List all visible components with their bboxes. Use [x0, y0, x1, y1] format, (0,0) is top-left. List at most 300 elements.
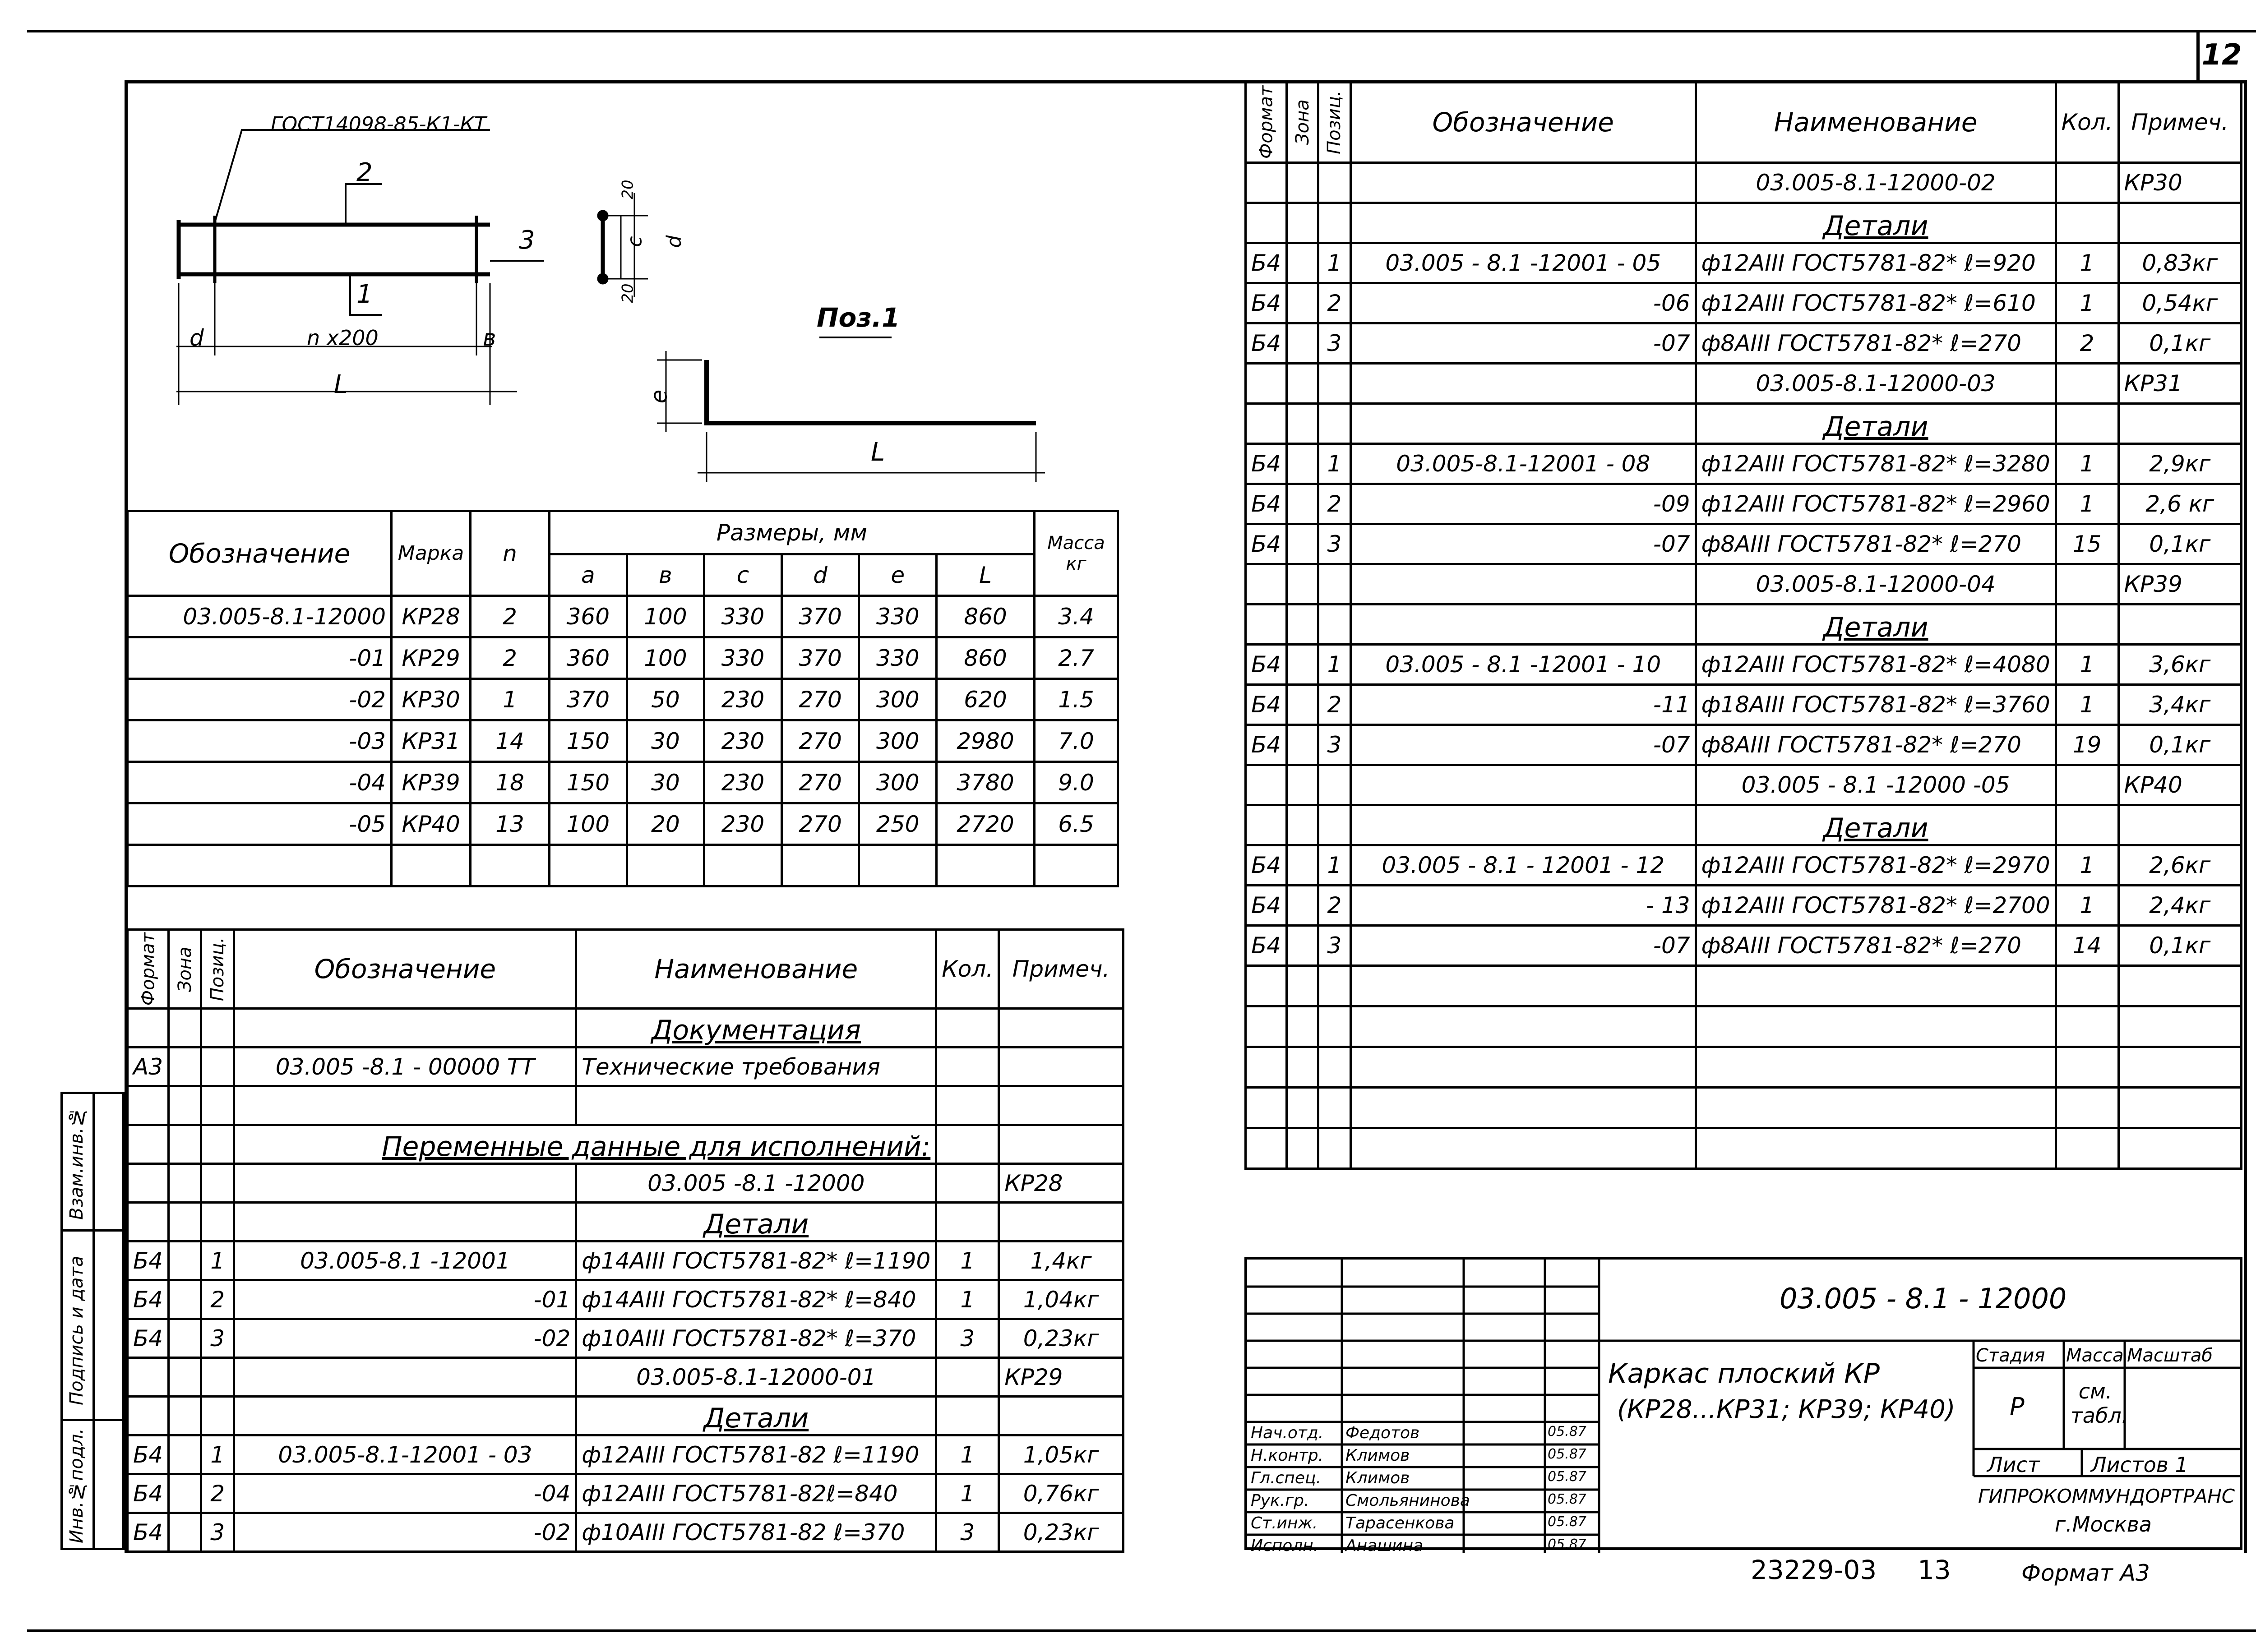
spec-qty	[2056, 364, 2118, 404]
size-cell-c: 330	[704, 596, 782, 637]
title-person-name: Климов	[1345, 1469, 1410, 1487]
stage-label: Стадия	[1976, 1345, 2045, 1366]
size-cell-c: 330	[704, 637, 782, 679]
spec-note: 0,1кг	[2118, 323, 2241, 364]
spec-qty: 1	[2056, 444, 2118, 484]
size-cell-b: 30	[627, 720, 704, 762]
spec-zone	[1287, 524, 1318, 564]
spec-designation: 03.005 - 8.1 -12001 - 05	[1350, 243, 1696, 283]
spec-pos	[201, 1358, 234, 1397]
spec-note: 0,83кг	[2118, 243, 2241, 283]
size-cell-c: 230	[704, 762, 782, 803]
spec-row	[128, 1203, 1123, 1241]
spec-zone	[169, 1358, 201, 1397]
title-person-role: Исполн.	[1251, 1537, 1319, 1555]
spec-variant-mark: КР30	[2118, 163, 2241, 203]
size-cell-mass: 2.7	[1035, 637, 1118, 679]
size-cell-L: 3780	[937, 762, 1035, 803]
spec-zone	[169, 1125, 201, 1164]
label-1: 1	[356, 280, 373, 309]
weld-note: ГОСТ14098-85-К1-КТ	[271, 113, 486, 136]
spec-variant-name: 03.005-8.1-12000-02	[1696, 163, 2056, 203]
spec-designation: -07	[1350, 524, 1696, 564]
spec-pos: 2	[1318, 685, 1350, 725]
spec-variant-mark: КР28	[999, 1164, 1123, 1203]
spec-format: Б4	[128, 1241, 169, 1280]
spec-row	[128, 1397, 1123, 1435]
size-header-sizes: Размеры, мм	[550, 511, 1035, 554]
spec-pos	[1318, 564, 1350, 605]
spec-format: Б4	[1246, 484, 1287, 524]
spec-note: 2,6кг	[2118, 845, 2241, 886]
spec-designation	[1350, 605, 1696, 645]
spec-zone	[1287, 323, 1318, 364]
spec-qty	[2056, 203, 2118, 243]
size-cell-L: 860	[937, 637, 1035, 679]
size-cell-e: 330	[859, 637, 937, 679]
size-cell-d: 270	[781, 679, 859, 720]
size-cell-e: 330	[859, 596, 937, 637]
spec-note: 1,05кг	[999, 1435, 1123, 1474]
header-designation: Обозначение	[234, 930, 576, 1009]
spec-format	[128, 1125, 169, 1164]
spec-section-title: Документация	[576, 1009, 936, 1047]
footer-format: Формат А3	[2021, 1560, 2150, 1586]
spec-zone	[1287, 765, 1318, 805]
spec-row	[1246, 645, 2242, 685]
size-cell-c: 230	[704, 803, 782, 845]
spec-designation	[234, 1203, 576, 1241]
spec-note	[999, 1009, 1123, 1047]
spec-format	[1246, 203, 1287, 243]
spec-row	[128, 1513, 1123, 1552]
spec-zone	[1287, 605, 1318, 645]
spec-format: Б4	[1246, 845, 1287, 886]
spec-row	[1246, 725, 2242, 765]
spec-row	[1246, 444, 2242, 484]
size-cell-e: 300	[859, 762, 937, 803]
size-cell-mass: 1.5	[1035, 679, 1118, 720]
spec-designation: -06	[1350, 283, 1696, 323]
size-cell-a: 100	[550, 803, 627, 845]
header-name: Наименование	[576, 930, 936, 1009]
spec-name: ф10АIII ГОСТ5781-82 ℓ=370	[576, 1513, 936, 1552]
header-format: Формат	[1246, 82, 1287, 163]
spec-designation: 03.005-8.1-12001 - 03	[234, 1435, 576, 1474]
size-cell-mark: КР40	[392, 803, 471, 845]
spec-name: ф12АIII ГОСТ5781-82* ℓ=2970	[1696, 845, 2056, 886]
size-cell-a: 360	[550, 637, 627, 679]
dim-20-top: 20	[619, 180, 637, 199]
size-subheader: в	[627, 554, 704, 596]
spec-pos: 1	[1318, 243, 1350, 283]
spec-designation: -07	[1350, 926, 1696, 966]
size-subheader: c	[704, 554, 782, 596]
spec-row	[1246, 685, 2242, 725]
title-person-name: Анашина	[1345, 1537, 1424, 1555]
spec-variant-name: 03.005 - 8.1 -12000 -05	[1696, 765, 2056, 805]
size-subheader: d	[781, 554, 859, 596]
size-cell-designation: -05	[128, 803, 392, 845]
spec-format	[1246, 765, 1287, 805]
spec-format	[1246, 805, 1287, 845]
spec-designation	[234, 1358, 576, 1397]
spec-zone	[1287, 564, 1318, 605]
spec-format: Б4	[1246, 323, 1287, 364]
header-name: Наименование	[1696, 82, 2056, 163]
spec-variant-mark: КР39	[2118, 564, 2241, 605]
title-person-name: Федотов	[1345, 1424, 1420, 1442]
spec-designation: 03.005-8.1-12001 - 08	[1350, 444, 1696, 484]
spec-note: 0,54кг	[2118, 283, 2241, 323]
dim-b: в	[483, 325, 496, 351]
size-cell-d: 370	[781, 637, 859, 679]
side-stamp-signature: Подпись и дата	[66, 1255, 87, 1405]
spec-note	[999, 1125, 1123, 1164]
footer-page: 13	[1918, 1555, 1951, 1585]
spec-pos	[1318, 364, 1350, 404]
side-stamp-replace: Взам.инв.№	[66, 1107, 87, 1220]
spec-zone	[1287, 243, 1318, 283]
spec-note	[2118, 203, 2241, 243]
spec-zone	[1287, 886, 1318, 926]
spec-qty: 1	[2056, 484, 2118, 524]
size-subheader: L	[937, 554, 1035, 596]
spec-designation	[234, 1164, 576, 1203]
spec-zone	[169, 1319, 201, 1358]
sheets-label: Листов 1	[2091, 1453, 2188, 1477]
spec-format	[128, 1164, 169, 1203]
spec-pos	[201, 1009, 234, 1047]
spec-format	[1246, 404, 1287, 444]
size-cell-b: 50	[627, 679, 704, 720]
spec-qty: 14	[2056, 926, 2118, 966]
spec-format: Б4	[1246, 926, 1287, 966]
size-cell-mass: 9.0	[1035, 762, 1118, 803]
dim-e: e	[646, 389, 672, 404]
spec-qty	[936, 1397, 999, 1435]
size-row	[128, 762, 1118, 803]
header-qty: Кол.	[936, 930, 999, 1009]
spec-variant-mark: КР29	[999, 1358, 1123, 1397]
spec-name: ф8АIII ГОСТ5781-82* ℓ=270	[1696, 323, 2056, 364]
dim-d: d	[190, 325, 204, 351]
spec-format: Б4	[128, 1435, 169, 1474]
size-cell-mark: КР28	[392, 596, 471, 637]
spec-row	[1246, 524, 2242, 564]
spec-name: ф12АIII ГОСТ5781-82* ℓ=2960	[1696, 484, 2056, 524]
spec-name: ф12АIII ГОСТ5781-82 ℓ=1190	[576, 1435, 936, 1474]
spec-row	[1246, 484, 2242, 524]
spec-format: Б4	[1246, 283, 1287, 323]
spec-pos: 2	[201, 1474, 234, 1513]
spec-qty: 3	[936, 1513, 999, 1552]
spec-pos: 3	[1318, 926, 1350, 966]
spec-row	[128, 1358, 1123, 1397]
spec-zone	[1287, 805, 1318, 845]
spec-qty	[2056, 605, 2118, 645]
size-cell-a: 150	[550, 762, 627, 803]
spec-note: 0,1кг	[2118, 524, 2241, 564]
size-row	[128, 803, 1118, 845]
spec-format: Б4	[128, 1513, 169, 1552]
title-person-name: Тарасенкова	[1345, 1514, 1455, 1532]
dim-c: c	[623, 236, 647, 247]
spec-format: Б4	[1246, 444, 1287, 484]
title-line-1: Каркас плоский КР	[1608, 1358, 1880, 1389]
title-block	[1244, 1257, 2242, 1555]
size-cell-b: 20	[627, 803, 704, 845]
spec-qty: 1	[2056, 845, 2118, 886]
spec-name: ф12АIII ГОСТ5781-82* ℓ=2700	[1696, 886, 2056, 926]
spec-designation	[1350, 203, 1696, 243]
dim-L-bar: L	[871, 438, 885, 467]
spec-format: Б4	[1246, 524, 1287, 564]
size-row	[128, 679, 1118, 720]
title-person-date: 05.87	[1548, 1469, 1586, 1485]
spec-pos	[1318, 203, 1350, 243]
dim-20-bottom: 20	[619, 283, 637, 303]
spec-row-blank	[1246, 1128, 2242, 1169]
spec-variant-mark: КР40	[2118, 765, 2241, 805]
spec-variant-name: 03.005-8.1-12000-03	[1696, 364, 2056, 404]
size-cell-b: 30	[627, 762, 704, 803]
header-qty: Кол.	[2056, 82, 2118, 163]
side-stamp-column	[60, 1092, 125, 1550]
size-cell-b: 100	[627, 637, 704, 679]
size-cell-designation: -02	[128, 679, 392, 720]
size-subheader: a	[550, 554, 627, 596]
spec-variant-name: 03.005 -8.1 -12000	[576, 1164, 936, 1203]
size-cell-mark: КР31	[392, 720, 471, 762]
spec-pos: 3	[1318, 323, 1350, 364]
spec-zone	[1287, 484, 1318, 524]
spec-zone	[1287, 163, 1318, 203]
spec-qty	[936, 1047, 999, 1086]
spec-designation	[234, 1009, 576, 1047]
spec-zone	[169, 1164, 201, 1203]
spec-format	[1246, 605, 1287, 645]
spec-name: ф12АIII ГОСТ5781-82* ℓ=610	[1696, 283, 2056, 323]
spec-qty	[936, 1125, 999, 1164]
spec-name: ф14АIII ГОСТ5781-82* ℓ=840	[576, 1280, 936, 1319]
spec-variant-name: 03.005-8.1-12000-04	[1696, 564, 2056, 605]
spec-pos	[201, 1164, 234, 1203]
title-person-date: 05.87	[1548, 1424, 1586, 1440]
spec-qty: 3	[936, 1319, 999, 1358]
header-pos: Позиц.	[201, 930, 234, 1009]
spec-zone	[1287, 404, 1318, 444]
title-person-role: Гл.спец.	[1251, 1469, 1321, 1487]
size-subheader: e	[859, 554, 937, 596]
spec-note: 1,04кг	[999, 1280, 1123, 1319]
spec-designation	[1350, 404, 1696, 444]
size-header-mass: Масса кг	[1035, 511, 1118, 596]
spec-wide-title: Переменные данные для исполнений:	[234, 1125, 936, 1164]
spec-format	[128, 1009, 169, 1047]
spec-qty	[2056, 805, 2118, 845]
spec-note	[2118, 805, 2241, 845]
spec-note: 3,4кг	[2118, 685, 2241, 725]
spec-format: Б4	[1246, 645, 1287, 685]
spec-note: 3,6кг	[2118, 645, 2241, 685]
spec-designation: 03.005 - 8.1 -12001 - 10	[1350, 645, 1696, 685]
spec-qty	[936, 1009, 999, 1047]
size-cell-n: 18	[471, 762, 550, 803]
spec-row	[1246, 404, 2242, 444]
spec-name: ф12АIII ГОСТ5781-82* ℓ=3280	[1696, 444, 2056, 484]
size-cell-mark: КР30	[392, 679, 471, 720]
spec-pos	[1318, 805, 1350, 845]
size-row	[128, 637, 1118, 679]
title-person-role: Ст.инж.	[1251, 1514, 1318, 1532]
spec-designation	[1350, 805, 1696, 845]
spec-zone	[1287, 845, 1318, 886]
size-cell-c: 230	[704, 679, 782, 720]
mass-label: Масса	[2066, 1345, 2124, 1366]
spec-zone	[169, 1047, 201, 1086]
spec-section-title: Детали	[1696, 203, 2056, 243]
size-cell-designation: 03.005-8.1-12000	[128, 596, 392, 637]
spec-note	[2118, 404, 2241, 444]
spec-row	[128, 1241, 1123, 1280]
org-name: ГИПРОКОММУНДОРТРАНС	[1978, 1485, 2235, 1507]
spec-row	[1246, 845, 2242, 886]
spec-pos: 1	[201, 1435, 234, 1474]
dim-nx200: n x200	[307, 326, 379, 350]
spec-row	[128, 1474, 1123, 1513]
spec-note: 1,4кг	[999, 1241, 1123, 1280]
spec-row-blank	[1246, 1088, 2242, 1128]
header-designation: Обозначение	[1350, 82, 1696, 163]
spec-note	[999, 1047, 1123, 1086]
spec-qty: 1	[2056, 645, 2118, 685]
spec-name: ф8АIII ГОСТ5781-82* ℓ=270	[1696, 926, 2056, 966]
spec-zone	[169, 1513, 201, 1552]
spec-pos: 3	[201, 1513, 234, 1552]
spec-note: 2,4кг	[2118, 886, 2241, 926]
spec-pos: 2	[201, 1280, 234, 1319]
spec-zone	[1287, 645, 1318, 685]
spec-row	[1246, 765, 2242, 805]
side-stamp-inventory: Инв.№подл.	[66, 1428, 87, 1544]
spec-zone	[169, 1397, 201, 1435]
spec-format: Б4	[1246, 243, 1287, 283]
size-header-mark: Марка	[392, 511, 471, 596]
spec-row	[128, 1435, 1123, 1474]
spec-qty	[936, 1358, 999, 1397]
spec-format: Б4	[128, 1319, 169, 1358]
spec-row	[1246, 886, 2242, 926]
spec-qty	[2056, 564, 2118, 605]
spec-row	[1246, 364, 2242, 404]
spec-section-title: Детали	[576, 1397, 936, 1435]
spec-row	[128, 1125, 1123, 1164]
spec-designation: - 13	[1350, 886, 1696, 926]
spec-row	[1246, 323, 2242, 364]
spec-section-title: Детали	[1696, 805, 2056, 845]
size-cell-a: 150	[550, 720, 627, 762]
size-cell-L: 620	[937, 679, 1035, 720]
spec-qty: 1	[2056, 243, 2118, 283]
spec-note	[999, 1086, 1123, 1125]
spec-designation	[234, 1397, 576, 1435]
org-city: г.Москва	[2055, 1512, 2152, 1537]
size-cell-mark: КР29	[392, 637, 471, 679]
spec-qty	[936, 1086, 999, 1125]
header-zone: Зона	[169, 930, 201, 1009]
title-person-role: Н.контр.	[1251, 1446, 1324, 1465]
spec-format	[128, 1358, 169, 1397]
spec-pos: 1	[1318, 845, 1350, 886]
spec-table-right	[1244, 80, 2242, 1170]
size-header-n: n	[471, 511, 550, 596]
spec-zone	[1287, 283, 1318, 323]
spec-name: ф8АIII ГОСТ5781-82* ℓ=270	[1696, 725, 2056, 765]
scale-label: Масштаб	[2127, 1345, 2213, 1366]
spec-name: ф18АIII ГОСТ5781-82* ℓ=3760	[1696, 685, 2056, 725]
size-row	[128, 720, 1118, 762]
size-cell-n: 2	[471, 596, 550, 637]
spec-row	[128, 1009, 1123, 1047]
spec-pos	[201, 1086, 234, 1125]
spec-row	[128, 1319, 1123, 1358]
spec-designation: -01	[234, 1280, 576, 1319]
spec-name: ф8АIII ГОСТ5781-82* ℓ=270	[1696, 524, 2056, 564]
spec-designation: -04	[234, 1474, 576, 1513]
spec-designation	[1350, 364, 1696, 404]
spec-note	[999, 1203, 1123, 1241]
header-pos: Позиц.	[1318, 82, 1350, 163]
spec-format: Б4	[128, 1474, 169, 1513]
spec-qty: 1	[936, 1280, 999, 1319]
header-format: Формат	[128, 930, 169, 1009]
frame-top-line	[27, 30, 2256, 32]
size-cell-a: 360	[550, 596, 627, 637]
title-person-role: Нач.отд.	[1251, 1424, 1324, 1442]
stage-value: Р	[2010, 1393, 2025, 1421]
size-cell-n: 2	[471, 637, 550, 679]
spec-section-title: Детали	[1696, 605, 2056, 645]
size-cell-designation: -04	[128, 762, 392, 803]
spec-qty	[936, 1203, 999, 1241]
spec-zone	[1287, 444, 1318, 484]
spec-pos	[1318, 163, 1350, 203]
position-title: Поз.1	[817, 302, 900, 333]
size-cell-mass: 7.0	[1035, 720, 1118, 762]
title-person-name: Смольянинова	[1345, 1491, 1470, 1510]
spec-designation: 03.005 -8.1 - 00000 ТТ	[234, 1047, 576, 1086]
title-person-date: 05.87	[1548, 1537, 1586, 1552]
spec-designation: -02	[234, 1513, 576, 1552]
spec-designation: -07	[1350, 323, 1696, 364]
spec-zone	[169, 1086, 201, 1125]
spec-row	[1246, 243, 2242, 283]
spec-designation	[234, 1086, 576, 1125]
title-person-name: Климов	[1345, 1446, 1410, 1465]
spec-pos: 3	[1318, 524, 1350, 564]
dim-L: L	[334, 370, 348, 399]
spec-pos: 1	[1318, 645, 1350, 685]
spec-zone	[169, 1009, 201, 1047]
spec-zone	[1287, 364, 1318, 404]
spec-pos	[1318, 605, 1350, 645]
size-cell-d: 270	[781, 803, 859, 845]
spec-designation: 03.005 - 8.1 - 12001 - 12	[1350, 845, 1696, 886]
title-person-date: 05.87	[1548, 1491, 1586, 1507]
spec-row-blank	[1246, 1047, 2242, 1088]
spec-pos	[201, 1047, 234, 1086]
